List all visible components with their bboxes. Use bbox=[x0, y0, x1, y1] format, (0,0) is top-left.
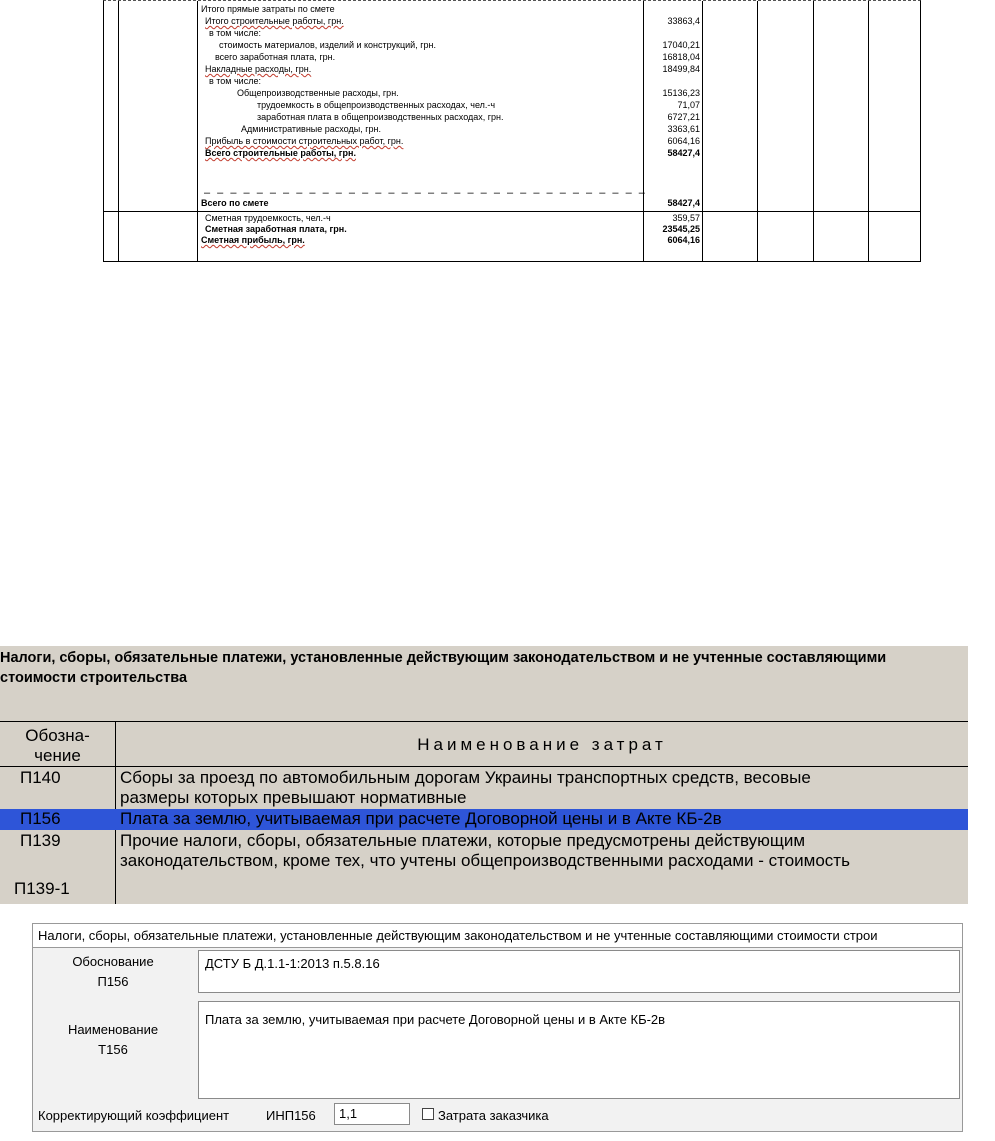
estimate-row-label: Накладные расходы, грн. bbox=[205, 64, 312, 74]
estimate-row bbox=[104, 4, 920, 15]
list-item-p139-1[interactable] bbox=[0, 879, 968, 903]
estimate-footer-divider bbox=[104, 211, 920, 212]
estimate-row-label: в том числе: bbox=[209, 76, 261, 86]
estimate-row-value: 17040,21 bbox=[662, 40, 700, 50]
customer-cost-checkbox[interactable] bbox=[422, 1108, 434, 1120]
estimate-row bbox=[104, 76, 920, 87]
costs-rows-divider bbox=[0, 766, 968, 767]
estimate-dashed-separator: – – – – – – – – – – – – – – – – – – – – – – – – – – – – – – – – – – bbox=[204, 187, 647, 199]
estimate-row-label: в том числе: bbox=[209, 28, 261, 38]
estimate-row-label: Итого строительные работы, грн. bbox=[205, 16, 344, 26]
estimate-row-label: Итого прямые затраты по смете bbox=[201, 4, 335, 14]
estimate-row bbox=[104, 124, 920, 135]
estimate-row-label: всего заработная плата, грн. bbox=[215, 52, 336, 62]
estimate-footer-label: Сметная трудоемкость, чел.-ч bbox=[205, 213, 331, 223]
cost-detail-form bbox=[32, 923, 963, 1132]
costs-list-panel bbox=[0, 646, 968, 904]
estimate-row bbox=[104, 148, 920, 159]
estimate-row-value: 3363,61 bbox=[667, 124, 700, 134]
estimate-row bbox=[104, 100, 920, 111]
costs-header-divider bbox=[0, 721, 968, 722]
estimate-table bbox=[103, 0, 921, 262]
item-name: Прочие налоги, сборы, обязательные платежи, которые предусмотрены действующим законодательством, кроме тех, что учтены общепроизводственными расходами - стоимость bbox=[120, 831, 850, 870]
item-name: Плата за землю, учитываемая при расчете Договорной цены и в Акте КБ-2в bbox=[120, 809, 722, 828]
name-label: Наименование Т156 bbox=[38, 1020, 188, 1060]
estimate-row-value: 15136,23 bbox=[662, 88, 700, 98]
list-item-p156-selected[interactable] bbox=[0, 809, 968, 830]
basis-label: Обоснование П156 bbox=[38, 952, 188, 992]
estimate-row-label: Административные расходы, грн. bbox=[241, 124, 381, 134]
estimate-row-value: 33863,4 bbox=[667, 16, 700, 26]
estimate-row-value: 58427,4 bbox=[667, 148, 700, 158]
estimate-footer-label: Сметная заработная плата, грн. bbox=[205, 224, 347, 234]
costs-title-line1: Налоги, сборы, обязательные платежи, установленные действующим законодательством и не учтенные составляющими bbox=[0, 650, 887, 666]
estimate-row bbox=[104, 28, 920, 39]
estimate-row bbox=[104, 112, 920, 123]
customer-cost-label[interactable]: Затрата заказчика bbox=[438, 1108, 549, 1123]
list-item-p140[interactable] bbox=[0, 768, 968, 808]
estimate-footer-label: Сметная прибыль, грн. bbox=[201, 235, 305, 245]
name-code: Т156 bbox=[98, 1042, 128, 1057]
list-item-p139[interactable] bbox=[0, 831, 968, 879]
basis-field[interactable]: ДСТУ Б Д.1.1-1:2013 п.5.8.16 bbox=[198, 950, 960, 993]
estimate-row bbox=[104, 88, 920, 99]
estimate-row bbox=[104, 64, 920, 75]
coefficient-input[interactable]: 1,1 bbox=[334, 1103, 410, 1125]
item-code: П140 bbox=[20, 768, 61, 787]
estimate-row bbox=[104, 136, 920, 147]
estimate-row bbox=[104, 52, 920, 63]
estimate-row-label: Всего строительные работы, грн. bbox=[205, 148, 356, 158]
estimate-footer-value: 359,57 bbox=[672, 213, 700, 223]
item-code: П156 bbox=[20, 809, 61, 828]
estimate-total-label: Всего по смете bbox=[201, 198, 269, 208]
estimate-footer-row bbox=[104, 235, 920, 246]
estimate-row-label: Общепроизводственные расходы, грн. bbox=[237, 88, 399, 98]
estimate-footer-value: 6064,16 bbox=[667, 235, 700, 245]
estimate-row bbox=[104, 40, 920, 51]
estimate-footer-value: 23545,25 bbox=[662, 224, 700, 234]
name-field[interactable]: Плата за землю, учитываемая при расчете Договорной цены и в Акте КБ-2в bbox=[198, 1001, 960, 1099]
estimate-row bbox=[104, 16, 920, 27]
basis-code: П156 bbox=[97, 974, 129, 989]
estimate-row-value: 18499,84 bbox=[662, 64, 700, 74]
estimate-footer-row bbox=[104, 224, 920, 235]
form-title: Налоги, сборы, обязательные платежи, установленные действующим законодательством и не учтенные составляющими стоимости строи bbox=[33, 924, 962, 948]
coefficient-code: ИНП156 bbox=[266, 1108, 316, 1123]
estimate-row-value: 6727,21 bbox=[667, 112, 700, 122]
estimate-row-value: 16818,04 bbox=[662, 52, 700, 62]
estimate-row-label: заработная плата в общепроизводственных расходах, грн. bbox=[257, 112, 504, 122]
estimate-footer-row bbox=[104, 213, 920, 224]
estimate-row-value: 6064,16 bbox=[667, 136, 700, 146]
estimate-row-label: Прибыль в стоимости строительных работ, грн. bbox=[205, 136, 404, 146]
costs-title-line2: стоимости строительства bbox=[0, 670, 188, 686]
item-name: Сборы за проезд по автомобильным дорогам Украины транспортных средств, весовые размеры которых превышают нормативные bbox=[120, 768, 811, 807]
item-code: П139-1 bbox=[14, 879, 70, 898]
estimate-row-label: трудоемкость в общепроизводственных расходах, чел.-ч bbox=[257, 100, 496, 110]
estimate-row-value: 71,07 bbox=[677, 100, 700, 110]
estimate-total-row bbox=[104, 198, 920, 209]
estimate-row-label: стоимость материалов, изделий и конструкций, грн. bbox=[219, 40, 436, 50]
item-code: П139 bbox=[20, 831, 61, 850]
costs-panel-title bbox=[0, 648, 960, 688]
column-header-name[interactable]: Наименование затрат bbox=[417, 735, 667, 754]
coefficient-label: Корректирующий коэффициент bbox=[38, 1108, 230, 1123]
column-header-code[interactable]: Обозна- чение bbox=[25, 726, 90, 765]
estimate-total-value: 58427,4 bbox=[667, 198, 700, 208]
